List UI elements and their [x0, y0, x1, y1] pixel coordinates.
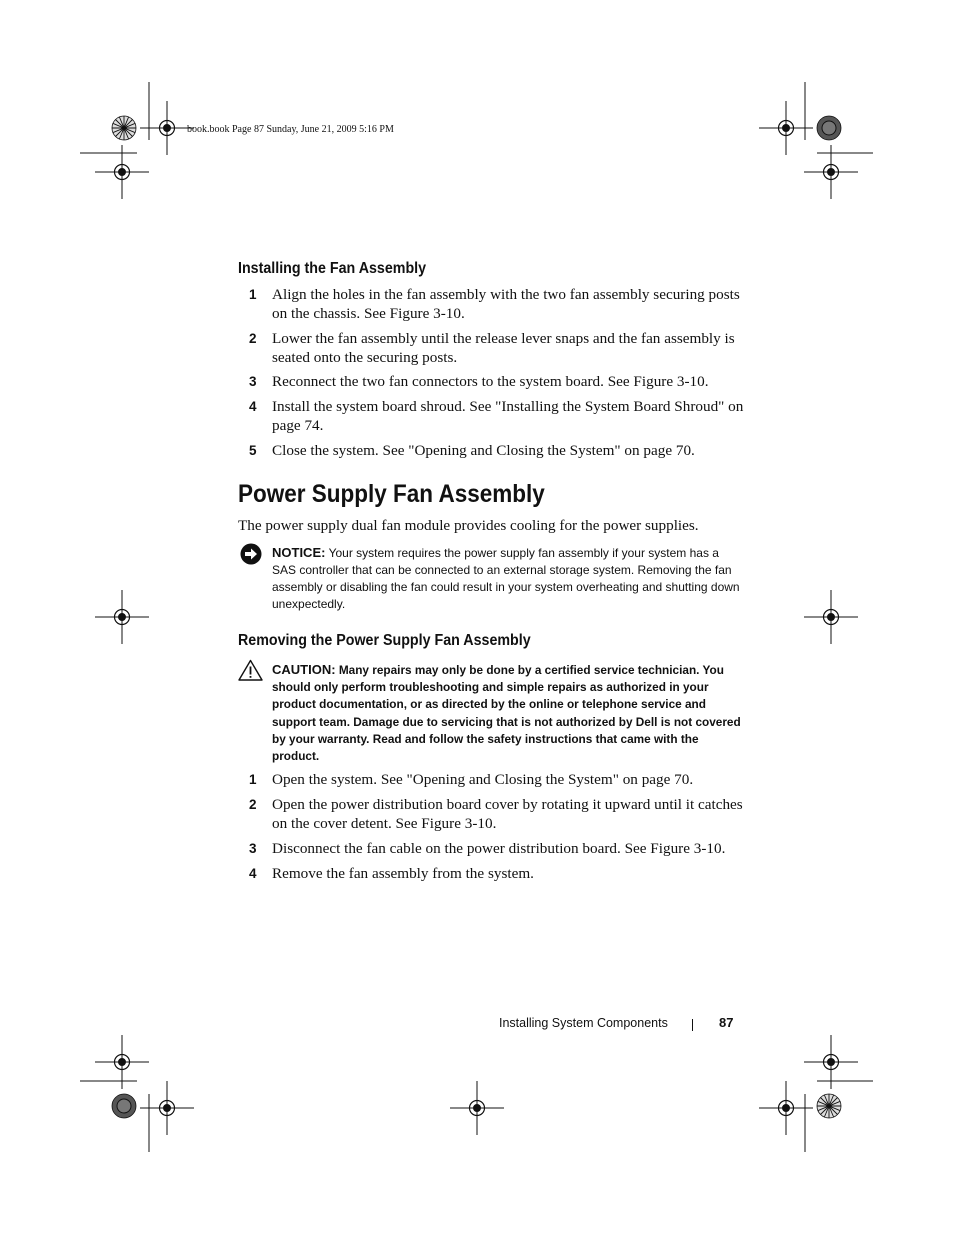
caution-block: [272, 661, 742, 765]
notice-block: [272, 544, 742, 613]
step-text: Disconnect the fan cable on the power distribution board. See Figure 3-10.: [272, 840, 726, 857]
caution-text: Many repairs may only be done by a certified service technician. You should only perform troubleshooting and simple repairs as authorized in your product documentation, or as directed by the online or telephone service and support team. Damage due to servicing that is not authorized by Dell is not covered by your warranty. Read and follow the safety instructions that came with the product.: [272, 663, 741, 764]
step-text: Reconnect the two fan connectors to the system board. See Figure 3-10.: [272, 373, 709, 390]
caution-label: CAUTION:: [272, 662, 336, 677]
step-number: 1: [249, 772, 257, 787]
heading-power-supply-fan-assembly: Power Supply Fan Assembly: [238, 480, 545, 508]
step-text: Open the power distribution board cover by rotating it upward until it catches on the cover detent. See Figure 3-10.: [272, 796, 743, 832]
step-number: 2: [249, 797, 257, 812]
notice-text: Your system requires the power supply fan assembly if your system has a SAS controller that can be connected to an external storage system. Removing the fan assembly or disabling the fan could result in your system overheating and shutting down unexpectedly.: [272, 546, 740, 611]
heading-installing-fan-assembly: Installing the Fan Assembly: [238, 260, 427, 277]
notice-icon: [240, 543, 262, 565]
step-text: Align the holes in the fan assembly with the two fan assembly securing posts on the chassis. See Figure 3-10.: [272, 286, 740, 322]
footer-divider: [692, 1019, 693, 1031]
intro-paragraph: The power supply dual fan module provides cooling for the power supplies.: [238, 517, 699, 534]
step-text: Remove the fan assembly from the system.: [272, 865, 534, 882]
print-slug: book.book Page 87 Sunday, June 21, 2009 5:16 PM: [187, 124, 394, 135]
step-number: 3: [249, 841, 257, 856]
notice-label: NOTICE:: [272, 545, 326, 560]
step-text: Open the system. See "Opening and Closing the System" on page 70.: [272, 771, 694, 788]
page-number: 87: [719, 1015, 734, 1030]
step-text: Install the system board shroud. See "Installing the System Board Shroud" on page 74.: [272, 398, 744, 434]
step-number: 5: [249, 443, 257, 458]
step-text: Close the system. See "Opening and Closing the System" on page 70.: [272, 442, 695, 459]
step-number: 1: [249, 287, 257, 302]
heading-removing-power-supply-fan-assembly: Removing the Power Supply Fan Assembly: [238, 632, 531, 649]
step-number: 3: [249, 374, 257, 389]
step-number: 2: [249, 331, 257, 346]
footer-chapter-title: Installing System Components: [499, 1016, 668, 1030]
caution-icon: [238, 659, 263, 681]
step-number: 4: [249, 866, 257, 881]
step-number: 4: [249, 399, 257, 414]
step-text: Lower the fan assembly until the release lever snaps and the fan assembly is seated onto the securing posts.: [272, 330, 735, 366]
